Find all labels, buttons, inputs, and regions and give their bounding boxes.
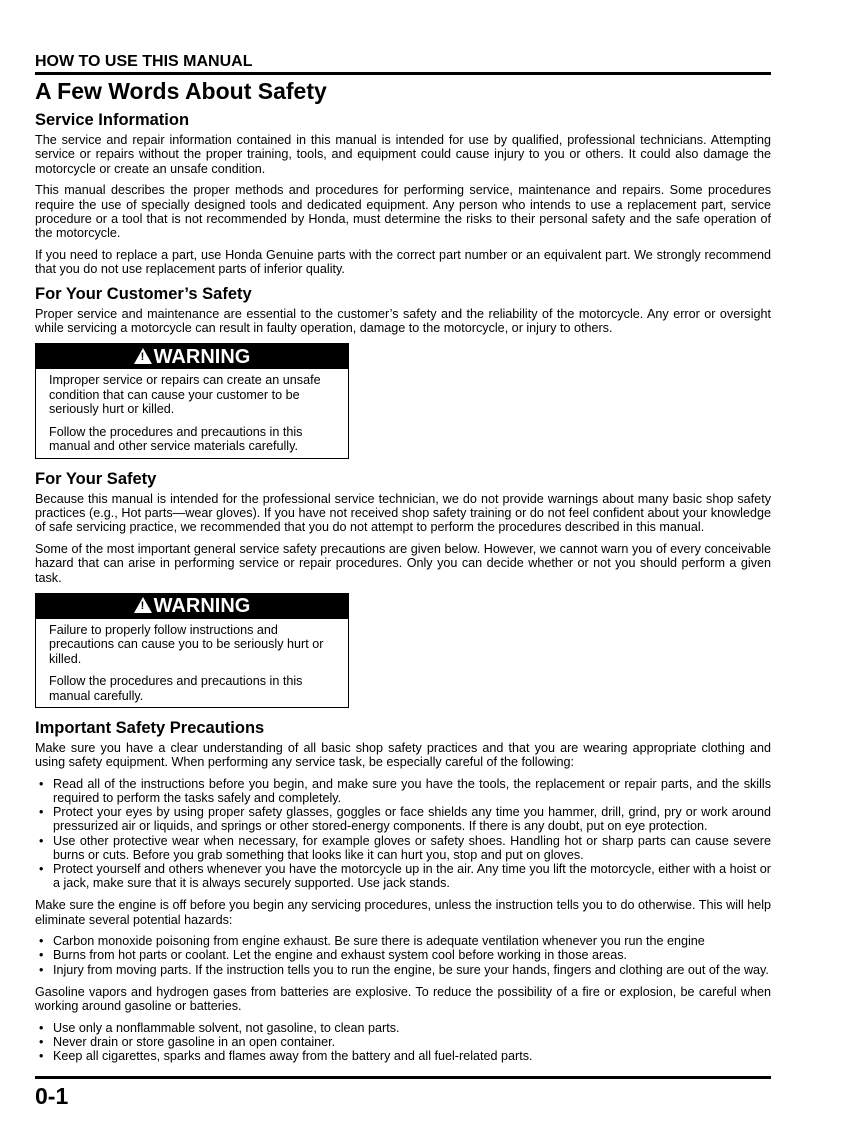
list-item: • Never drain or store gasoline in an open container. (35, 1035, 771, 1049)
list-item: • Keep all cigarettes, sparks and flames away from the battery and all fuel-related parts. (35, 1049, 771, 1063)
page-number: 0-1 (35, 1083, 69, 1109)
warning-label: WARNING (153, 345, 251, 368)
warning-header (36, 344, 348, 369)
warning-text: Follow the procedures and precautions in this manual and other service materials carefully. (49, 424, 303, 454)
warning-text: Follow the procedures and precautions in this manual carefully. (49, 674, 303, 703)
footer-divider (35, 1076, 771, 1079)
warning-label: WARNING (153, 595, 251, 618)
page-title: A Few Words About Safety (35, 78, 327, 104)
warning-header (36, 594, 348, 619)
list-item: • Carbon monoxide poisoning from engine exhaust. Be sure there is adequate ventilation whenever you run the engine (35, 934, 771, 948)
warning-body (36, 619, 348, 707)
list-item: • Use only a nonflammable solvent, not gasoline, to clean parts. (35, 1021, 771, 1035)
warning-text: Improper service or repairs can create an unsafe condition that can cause your customer to be seriously hurt or killed. (49, 373, 321, 417)
warning-body (36, 369, 348, 457)
engine-paragraph: Make sure the engine is off before you begin any servicing procedures, unless the instruction tells you to do otherwise. This will help eliminate several potential hazards: (35, 898, 771, 927)
warning-triangle-icon: ! (134, 597, 152, 613)
customer-safety-heading: For Your Customer’s Safety (35, 284, 252, 303)
list-item: • Protect your eyes by using proper safety glasses, goggles or face shields any time you hammer, drill, grind, pry or work around pressurized air or liquids, and springs or other stored-energy components. If there is any doubt, put on eye protection. (35, 805, 771, 833)
list-item: • Read all of the instructions before you begin, and make sure you have the tools, the replacement or repair parts, and the skills required to perform the tasks safely and completely. (35, 777, 771, 805)
your-safety-paragraph: Some of the most important general service safety precautions are given below. However, we cannot warn you of every conceivable hazard that can arise in performing service or repair procedures. Only you can decide whether or not you should perform a given task. (35, 541, 771, 585)
hazards-list (35, 934, 771, 977)
list-item: • Use other protective wear when necessary, for example gloves or safety shoes. Handling hot or sharp parts can cause severe burns or cuts. Before you grab something that looks like it can hurt you, stop and put on gloves. (35, 834, 771, 862)
customer-safety-paragraph: Proper service and maintenance are essential to the customer’s safety and the reliability of the motorcycle. Any error or oversight while servicing a motorcycle can result in faulty operation, damage to the motorcycle, or injury to others. (35, 306, 771, 336)
service-info-paragraph: If you need to replace a part, use Honda Genuine parts with the correct part number or an equivalent part. We strongly recommend that you do not use replacement parts of inferior quality. (35, 247, 771, 277)
list-item: • Protect yourself and others whenever you have the motorcycle up in the air. Any time you lift the motorcycle, either with a hoist or a jack, make sure that it is always securely supported. Use jack stands. (35, 862, 771, 890)
your-safety-paragraph: Because this manual is intended for the professional service technician, we do not provide warnings about many basic shop safety practices (e.g., Hot parts—wear gloves). If you have not received shop safety training or do not feel confident about your knowledge of safe servicing practice, we recommended that you do not attempt to perform the procedures described in this manual. (35, 491, 771, 535)
content-flow (35, 110, 771, 1071)
list-item: • Injury from moving parts. If the instruction tells you to run the engine, be sure your hands, fingers and clothing are out of the way. (35, 963, 771, 977)
warning-box (35, 343, 349, 458)
gasoline-paragraph: Gasoline vapors and hydrogen gases from batteries are explosive. To reduce the possibility of a fire or explosion, be careful when working around gasoline or batteries. (35, 984, 771, 1014)
service-info-heading: Service Information (35, 111, 190, 129)
warning-box (35, 593, 349, 708)
warning-text: Failure to properly follow instructions and precautions can cause you to be seriously hurt or killed. (49, 622, 324, 666)
gasoline-list (35, 1021, 771, 1064)
list-item: • Burns from hot parts or coolant. Let the engine and exhaust system cool before working in those areas. (35, 948, 771, 962)
section-header: HOW TO USE THIS MANUAL (35, 52, 771, 75)
precautions-list (35, 777, 771, 891)
precautions-heading: Important Safety Precautions (35, 718, 265, 737)
service-info-paragraph: The service and repair information contained in this manual is intended for use by qualified, professional technicians. Attempting service or repairs without the proper training, tools, and equipment could cause injury to you or others. It could also damage the motorcycle or create an unsafe condition. (35, 133, 771, 176)
precautions-intro: Make sure you have a clear understanding of all basic shop safety practices and that you are wearing appropriate clothing and using safety equipment. When performing any service task, be especially careful of the following: (35, 740, 771, 770)
your-safety-heading: For Your Safety (35, 469, 157, 488)
warning-triangle-icon: ! (134, 348, 152, 364)
service-info-paragraph: This manual describes the proper methods and procedures for performing service, maintenance and repairs. Some procedures require the use of specially designed tools and dedicated equipment. Any person who intends to use a replacement part, service procedure or a tool that is not recommended by Honda, must determine the risks to their personal safety and the safe operation of the motorcycle. (35, 183, 771, 241)
